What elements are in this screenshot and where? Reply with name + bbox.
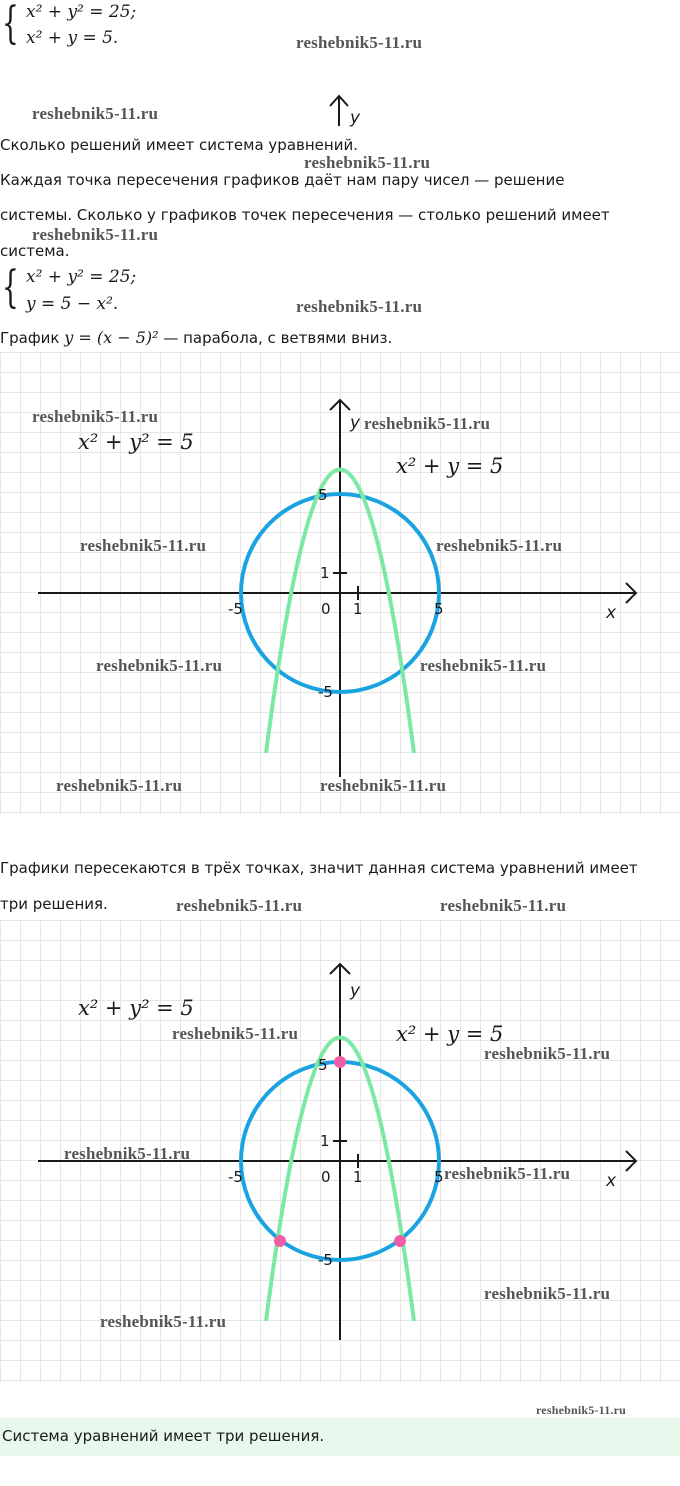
system1-eq1: x² + y² = 25; bbox=[26, 2, 137, 22]
answer-box bbox=[0, 1418, 680, 1456]
system1-eq2: x² + y = 5. bbox=[26, 28, 119, 48]
graph2-circle-label: x² + y² = 5 bbox=[78, 996, 194, 1020]
watermark: reshebnik5-11.ru bbox=[436, 536, 563, 555]
conclusion-line2: три решения. bbox=[0, 895, 108, 913]
x-axis-label: x bbox=[606, 1171, 617, 1191]
watermark: reshebnik5-11.ru bbox=[32, 104, 159, 123]
graph1-parabola-label: x² + y = 5 bbox=[396, 454, 504, 478]
watermark: reshebnik5-11.ru bbox=[80, 536, 207, 555]
intersection-point-right bbox=[394, 1235, 406, 1247]
tick-label-5y: 5 bbox=[318, 1056, 328, 1074]
watermark: reshebnik5-11.ru bbox=[364, 414, 491, 433]
tick-label-1x: 1 bbox=[353, 600, 363, 618]
tick-label-1x: 1 bbox=[353, 1168, 363, 1186]
intersection-point-left bbox=[274, 1235, 286, 1247]
graph-note bbox=[0, 328, 392, 348]
watermark: reshebnik5-11.ru bbox=[100, 1312, 227, 1331]
tick-label-neg5y: -5 bbox=[318, 1251, 333, 1269]
intersection-point-top bbox=[334, 1056, 346, 1068]
graph2-parabola-label: x² + y = 5 bbox=[396, 1022, 504, 1046]
watermark: reshebnik5-11.ru bbox=[304, 153, 431, 172]
system2-brace: { bbox=[2, 262, 19, 313]
watermark: reshebnik5-11.ru bbox=[440, 896, 567, 915]
watermark: reshebnik5-11.ru bbox=[32, 407, 159, 426]
tick-label-neg5y: -5 bbox=[318, 683, 333, 701]
tick-label-pos5x: 5 bbox=[434, 1168, 444, 1186]
watermark: reshebnik5-11.ru bbox=[420, 656, 547, 675]
watermark: reshebnik5-11.ru bbox=[296, 33, 423, 52]
tick-label-1y: 1 bbox=[320, 564, 330, 582]
y-axis-label: y bbox=[350, 413, 361, 433]
watermark: reshebnik5-11.ru bbox=[320, 776, 447, 795]
tick-label-origin: 0 bbox=[321, 1168, 331, 1186]
watermark: reshebnik5-11.ru bbox=[56, 776, 183, 795]
graph-note-formula: y = (x − 5)² bbox=[64, 328, 159, 347]
graph-note-prefix: График bbox=[0, 329, 65, 347]
y-axis-label: y bbox=[350, 981, 361, 1001]
question-text: Сколько решений имеет система уравнений. bbox=[0, 136, 358, 154]
tick-label-5y: 5 bbox=[318, 486, 328, 504]
watermark: reshebnik5-11.ru bbox=[296, 297, 423, 316]
system2-eq2: y = 5 − x². bbox=[26, 294, 119, 314]
x-axis-label: x bbox=[606, 603, 617, 623]
watermark: reshebnik5-11.ru bbox=[64, 1144, 191, 1163]
system2-eq1: x² + y² = 25; bbox=[26, 267, 137, 287]
graph-note-suffix: — парабола, с ветвями вниз. bbox=[158, 329, 393, 347]
tick-label-pos5x: 5 bbox=[434, 600, 444, 618]
explanation-line2: системы. Сколько у графиков точек пересечения — столько решений имеет bbox=[0, 206, 610, 224]
explanation-line1: Каждая точка пересечения графиков даёт нам пару чисел — решение bbox=[0, 171, 565, 189]
explanation-line3: система. bbox=[0, 242, 70, 260]
watermark: reshebnik5-11.ru bbox=[172, 1024, 299, 1043]
tick-label-origin: 0 bbox=[321, 600, 331, 618]
tick-label-neg5x: -5 bbox=[228, 1168, 243, 1186]
graph1-circle-label: x² + y² = 5 bbox=[78, 430, 194, 454]
watermark: reshebnik5-11.ru bbox=[444, 1164, 571, 1183]
watermark: reshebnik5-11.ru bbox=[536, 1403, 626, 1417]
watermark: reshebnik5-11.ru bbox=[484, 1044, 611, 1063]
tick-label-neg5x: -5 bbox=[228, 600, 243, 618]
conclusion-line1: Графики пересекаются в трёх точках, значит данная система уравнений имеет bbox=[0, 859, 638, 877]
watermark: reshebnik5-11.ru bbox=[484, 1284, 611, 1303]
watermark: reshebnik5-11.ru bbox=[176, 896, 303, 915]
watermark: reshebnik5-11.ru bbox=[96, 656, 223, 675]
watermark: reshebnik5-11.ru bbox=[32, 225, 159, 244]
system1-brace: { bbox=[2, 0, 19, 49]
top-arrow-label: y bbox=[350, 108, 361, 128]
tick-label-1y: 1 bbox=[320, 1132, 330, 1150]
answer-text: Система уравнений имеет три решения. bbox=[2, 1427, 325, 1445]
